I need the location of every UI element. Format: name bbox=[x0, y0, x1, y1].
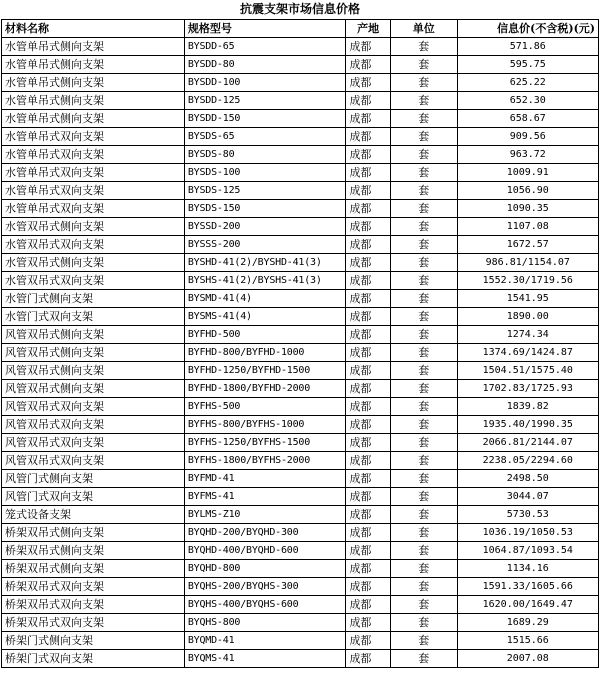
cell-price: 1009.91 bbox=[457, 164, 598, 182]
cell-price: 1090.35 bbox=[457, 200, 598, 218]
cell-name: 水管双吊式侧向支架 bbox=[2, 254, 185, 272]
cell-model: BYSDD-65 bbox=[184, 38, 346, 56]
cell-name: 桥架门式双向支架 bbox=[2, 650, 185, 668]
cell-name: 水管门式双向支架 bbox=[2, 308, 185, 326]
cell-name: 桥架门式侧向支架 bbox=[2, 632, 185, 650]
cell-name: 风管双吊式侧向支架 bbox=[2, 362, 185, 380]
cell-price: 1056.90 bbox=[457, 182, 598, 200]
cell-model: BYQMS-41 bbox=[184, 650, 346, 668]
cell-model: BYFHD-1250/BYFHD-1500 bbox=[184, 362, 346, 380]
table-row bbox=[2, 272, 599, 290]
table-row bbox=[2, 218, 599, 236]
cell-name: 风管双吊式双向支架 bbox=[2, 398, 185, 416]
cell-price: 1504.51/1575.40 bbox=[457, 362, 598, 380]
cell-price: 652.30 bbox=[457, 92, 598, 110]
cell-origin: 成都 bbox=[346, 128, 390, 146]
cell-price: 1541.95 bbox=[457, 290, 598, 308]
table-row bbox=[2, 290, 599, 308]
cell-unit: 套 bbox=[390, 560, 457, 578]
cell-model: BYQHD-200/BYQHD-300 bbox=[184, 524, 346, 542]
cell-model: BYSMS-41(4) bbox=[184, 308, 346, 326]
cell-model: BYQHD-400/BYQHD-600 bbox=[184, 542, 346, 560]
cell-origin: 成都 bbox=[346, 542, 390, 560]
cell-unit: 套 bbox=[390, 254, 457, 272]
cell-price: 1839.82 bbox=[457, 398, 598, 416]
cell-unit: 套 bbox=[390, 650, 457, 668]
cell-model: BYQHS-200/BYQHS-300 bbox=[184, 578, 346, 596]
table-row bbox=[2, 650, 599, 668]
cell-unit: 套 bbox=[390, 506, 457, 524]
cell-name: 水管单吊式双向支架 bbox=[2, 128, 185, 146]
cell-name: 水管单吊式侧向支架 bbox=[2, 110, 185, 128]
table-row bbox=[2, 560, 599, 578]
cell-origin: 成都 bbox=[346, 254, 390, 272]
cell-price: 1890.00 bbox=[457, 308, 598, 326]
cell-name: 水管双吊式双向支架 bbox=[2, 272, 185, 290]
cell-unit: 套 bbox=[390, 542, 457, 560]
cell-model: BYFHS-500 bbox=[184, 398, 346, 416]
table-row bbox=[2, 542, 599, 560]
cell-name: 水管单吊式双向支架 bbox=[2, 164, 185, 182]
cell-unit: 套 bbox=[390, 614, 457, 632]
cell-price: 658.67 bbox=[457, 110, 598, 128]
cell-model: BYFHD-800/BYFHD-1000 bbox=[184, 344, 346, 362]
cell-unit: 套 bbox=[390, 632, 457, 650]
cell-price: 1036.19/1050.53 bbox=[457, 524, 598, 542]
cell-price: 625.22 bbox=[457, 74, 598, 92]
table-row bbox=[2, 470, 599, 488]
table-row bbox=[2, 56, 599, 74]
cell-origin: 成都 bbox=[346, 74, 390, 92]
cell-price: 1552.30/1719.56 bbox=[457, 272, 598, 290]
cell-model: BYSDD-150 bbox=[184, 110, 346, 128]
table-row bbox=[2, 596, 599, 614]
cell-origin: 成都 bbox=[346, 164, 390, 182]
cell-name: 水管门式侧向支架 bbox=[2, 290, 185, 308]
table-row bbox=[2, 524, 599, 542]
cell-unit: 套 bbox=[390, 146, 457, 164]
cell-origin: 成都 bbox=[346, 236, 390, 254]
cell-price: 5730.53 bbox=[457, 506, 598, 524]
cell-origin: 成都 bbox=[346, 362, 390, 380]
cell-price: 1620.00/1649.47 bbox=[457, 596, 598, 614]
cell-price: 1702.83/1725.93 bbox=[457, 380, 598, 398]
cell-model: BYSDS-80 bbox=[184, 146, 346, 164]
cell-model: BYSSD-200 bbox=[184, 218, 346, 236]
cell-unit: 套 bbox=[390, 74, 457, 92]
cell-model: BYSHD-41(2)/BYSHD-41(3) bbox=[184, 254, 346, 272]
cell-price: 909.56 bbox=[457, 128, 598, 146]
cell-price: 2498.50 bbox=[457, 470, 598, 488]
cell-unit: 套 bbox=[390, 434, 457, 452]
cell-model: BYSMD-41(4) bbox=[184, 290, 346, 308]
table-row bbox=[2, 578, 599, 596]
cell-name: 桥架双吊式双向支架 bbox=[2, 614, 185, 632]
header-name: 材料名称 bbox=[2, 20, 185, 38]
cell-unit: 套 bbox=[390, 182, 457, 200]
table-row bbox=[2, 254, 599, 272]
cell-unit: 套 bbox=[390, 272, 457, 290]
table-row bbox=[2, 38, 599, 56]
cell-name: 风管双吊式双向支架 bbox=[2, 416, 185, 434]
cell-model: BYSHS-41(2)/BYSHS-41(3) bbox=[184, 272, 346, 290]
cell-name: 水管单吊式双向支架 bbox=[2, 182, 185, 200]
cell-model: BYSDD-100 bbox=[184, 74, 346, 92]
cell-model: BYFHS-1800/BYFHS-2000 bbox=[184, 452, 346, 470]
header-unit: 单位 bbox=[390, 20, 457, 38]
cell-unit: 套 bbox=[390, 380, 457, 398]
cell-origin: 成都 bbox=[346, 578, 390, 596]
cell-model: BYFHS-1250/BYFHS-1500 bbox=[184, 434, 346, 452]
table-row bbox=[2, 110, 599, 128]
table-row bbox=[2, 452, 599, 470]
table-row bbox=[2, 416, 599, 434]
cell-unit: 套 bbox=[390, 92, 457, 110]
cell-name: 桥架双吊式双向支架 bbox=[2, 596, 185, 614]
cell-origin: 成都 bbox=[346, 506, 390, 524]
cell-unit: 套 bbox=[390, 326, 457, 344]
cell-unit: 套 bbox=[390, 290, 457, 308]
table-row bbox=[2, 632, 599, 650]
table-row bbox=[2, 362, 599, 380]
table-row bbox=[2, 344, 599, 362]
cell-model: BYSDS-125 bbox=[184, 182, 346, 200]
cell-model: BYSDS-100 bbox=[184, 164, 346, 182]
cell-unit: 套 bbox=[390, 38, 457, 56]
table-row bbox=[2, 74, 599, 92]
header-price: 信息价(不含税)(元) bbox=[457, 20, 598, 38]
cell-origin: 成都 bbox=[346, 524, 390, 542]
cell-unit: 套 bbox=[390, 200, 457, 218]
cell-origin: 成都 bbox=[346, 308, 390, 326]
cell-model: BYFMD-41 bbox=[184, 470, 346, 488]
cell-model: BYLMS-Z10 bbox=[184, 506, 346, 524]
cell-origin: 成都 bbox=[346, 146, 390, 164]
cell-name: 水管双吊式侧向支架 bbox=[2, 218, 185, 236]
cell-model: BYSDD-80 bbox=[184, 56, 346, 74]
cell-model: BYQMD-41 bbox=[184, 632, 346, 650]
cell-unit: 套 bbox=[390, 416, 457, 434]
cell-origin: 成都 bbox=[346, 380, 390, 398]
table-row bbox=[2, 308, 599, 326]
cell-unit: 套 bbox=[390, 56, 457, 74]
cell-name: 笼式设备支架 bbox=[2, 506, 185, 524]
cell-model: BYQHS-400/BYQHS-600 bbox=[184, 596, 346, 614]
table-row bbox=[2, 506, 599, 524]
cell-unit: 套 bbox=[390, 110, 457, 128]
cell-origin: 成都 bbox=[346, 56, 390, 74]
cell-name: 风管双吊式双向支架 bbox=[2, 434, 185, 452]
table-row bbox=[2, 182, 599, 200]
cell-unit: 套 bbox=[390, 398, 457, 416]
header-row bbox=[2, 20, 599, 38]
cell-origin: 成都 bbox=[346, 416, 390, 434]
cell-model: BYSDS-150 bbox=[184, 200, 346, 218]
price-sheet bbox=[1, 0, 599, 668]
cell-unit: 套 bbox=[390, 596, 457, 614]
cell-model: BYSDD-125 bbox=[184, 92, 346, 110]
cell-name: 水管单吊式侧向支架 bbox=[2, 38, 185, 56]
table-row bbox=[2, 380, 599, 398]
cell-price: 1591.33/1605.66 bbox=[457, 578, 598, 596]
cell-unit: 套 bbox=[390, 164, 457, 182]
cell-origin: 成都 bbox=[346, 650, 390, 668]
cell-unit: 套 bbox=[390, 452, 457, 470]
cell-price: 2007.08 bbox=[457, 650, 598, 668]
cell-price: 986.81/1154.07 bbox=[457, 254, 598, 272]
cell-price: 1134.16 bbox=[457, 560, 598, 578]
page-title: 抗震支架市场信息价格 bbox=[239, 2, 360, 16]
cell-price: 2066.81/2144.07 bbox=[457, 434, 598, 452]
cell-unit: 套 bbox=[390, 524, 457, 542]
cell-price: 1064.87/1093.54 bbox=[457, 542, 598, 560]
cell-name: 水管双吊式双向支架 bbox=[2, 236, 185, 254]
cell-name: 桥架双吊式双向支架 bbox=[2, 578, 185, 596]
cell-origin: 成都 bbox=[346, 38, 390, 56]
cell-unit: 套 bbox=[390, 344, 457, 362]
cell-name: 水管单吊式侧向支架 bbox=[2, 92, 185, 110]
cell-unit: 套 bbox=[390, 236, 457, 254]
cell-origin: 成都 bbox=[346, 272, 390, 290]
cell-unit: 套 bbox=[390, 488, 457, 506]
cell-name: 水管单吊式侧向支架 bbox=[2, 74, 185, 92]
table-row bbox=[2, 398, 599, 416]
cell-origin: 成都 bbox=[346, 344, 390, 362]
cell-model: BYQHS-800 bbox=[184, 614, 346, 632]
table-row bbox=[2, 488, 599, 506]
cell-price: 1374.69/1424.87 bbox=[457, 344, 598, 362]
cell-origin: 成都 bbox=[346, 632, 390, 650]
cell-price: 963.72 bbox=[457, 146, 598, 164]
table-row bbox=[2, 146, 599, 164]
cell-price: 1672.57 bbox=[457, 236, 598, 254]
cell-unit: 套 bbox=[390, 308, 457, 326]
cell-origin: 成都 bbox=[346, 200, 390, 218]
cell-name: 水管单吊式侧向支架 bbox=[2, 56, 185, 74]
cell-name: 水管单吊式双向支架 bbox=[2, 146, 185, 164]
cell-origin: 成都 bbox=[346, 560, 390, 578]
table-body bbox=[2, 38, 599, 668]
cell-model: BYFHD-1800/BYFHD-2000 bbox=[184, 380, 346, 398]
cell-unit: 套 bbox=[390, 218, 457, 236]
cell-origin: 成都 bbox=[346, 452, 390, 470]
cell-unit: 套 bbox=[390, 362, 457, 380]
cell-price: 571.86 bbox=[457, 38, 598, 56]
table-row bbox=[2, 236, 599, 254]
cell-origin: 成都 bbox=[346, 92, 390, 110]
cell-unit: 套 bbox=[390, 128, 457, 146]
cell-model: BYQHD-800 bbox=[184, 560, 346, 578]
cell-name: 桥架双吊式侧向支架 bbox=[2, 560, 185, 578]
cell-price: 1515.66 bbox=[457, 632, 598, 650]
cell-origin: 成都 bbox=[346, 218, 390, 236]
table-row bbox=[2, 326, 599, 344]
cell-origin: 成都 bbox=[346, 110, 390, 128]
cell-name: 桥架双吊式侧向支架 bbox=[2, 542, 185, 560]
cell-model: BYFMS-41 bbox=[184, 488, 346, 506]
cell-price: 1107.08 bbox=[457, 218, 598, 236]
table-row bbox=[2, 614, 599, 632]
cell-origin: 成都 bbox=[346, 470, 390, 488]
cell-price: 3044.07 bbox=[457, 488, 598, 506]
cell-name: 风管双吊式侧向支架 bbox=[2, 344, 185, 362]
cell-unit: 套 bbox=[390, 470, 457, 488]
cell-name: 风管双吊式双向支架 bbox=[2, 452, 185, 470]
cell-model: BYSDS-65 bbox=[184, 128, 346, 146]
cell-origin: 成都 bbox=[346, 182, 390, 200]
cell-origin: 成都 bbox=[346, 596, 390, 614]
cell-model: BYFHS-800/BYFHS-1000 bbox=[184, 416, 346, 434]
cell-name: 水管单吊式双向支架 bbox=[2, 200, 185, 218]
cell-price: 1935.40/1990.35 bbox=[457, 416, 598, 434]
cell-price: 595.75 bbox=[457, 56, 598, 74]
cell-price: 1689.29 bbox=[457, 614, 598, 632]
header-model: 规格型号 bbox=[184, 20, 346, 38]
cell-origin: 成都 bbox=[346, 614, 390, 632]
price-table bbox=[1, 19, 599, 668]
cell-origin: 成都 bbox=[346, 488, 390, 506]
table-row bbox=[2, 200, 599, 218]
cell-model: BYSSS-200 bbox=[184, 236, 346, 254]
cell-price: 1274.34 bbox=[457, 326, 598, 344]
cell-price: 2238.05/2294.60 bbox=[457, 452, 598, 470]
header-origin: 产地 bbox=[346, 20, 390, 38]
cell-origin: 成都 bbox=[346, 290, 390, 308]
cell-name: 风管门式双向支架 bbox=[2, 488, 185, 506]
cell-origin: 成都 bbox=[346, 326, 390, 344]
table-row bbox=[2, 434, 599, 452]
cell-name: 桥架双吊式侧向支架 bbox=[2, 524, 185, 542]
cell-name: 风管双吊式侧向支架 bbox=[2, 326, 185, 344]
cell-name: 风管双吊式侧向支架 bbox=[2, 380, 185, 398]
cell-name: 风管门式侧向支架 bbox=[2, 470, 185, 488]
cell-unit: 套 bbox=[390, 578, 457, 596]
table-row bbox=[2, 92, 599, 110]
table-row bbox=[2, 128, 599, 146]
cell-origin: 成都 bbox=[346, 398, 390, 416]
table-row bbox=[2, 164, 599, 182]
cell-model: BYFHD-500 bbox=[184, 326, 346, 344]
cell-origin: 成都 bbox=[346, 434, 390, 452]
